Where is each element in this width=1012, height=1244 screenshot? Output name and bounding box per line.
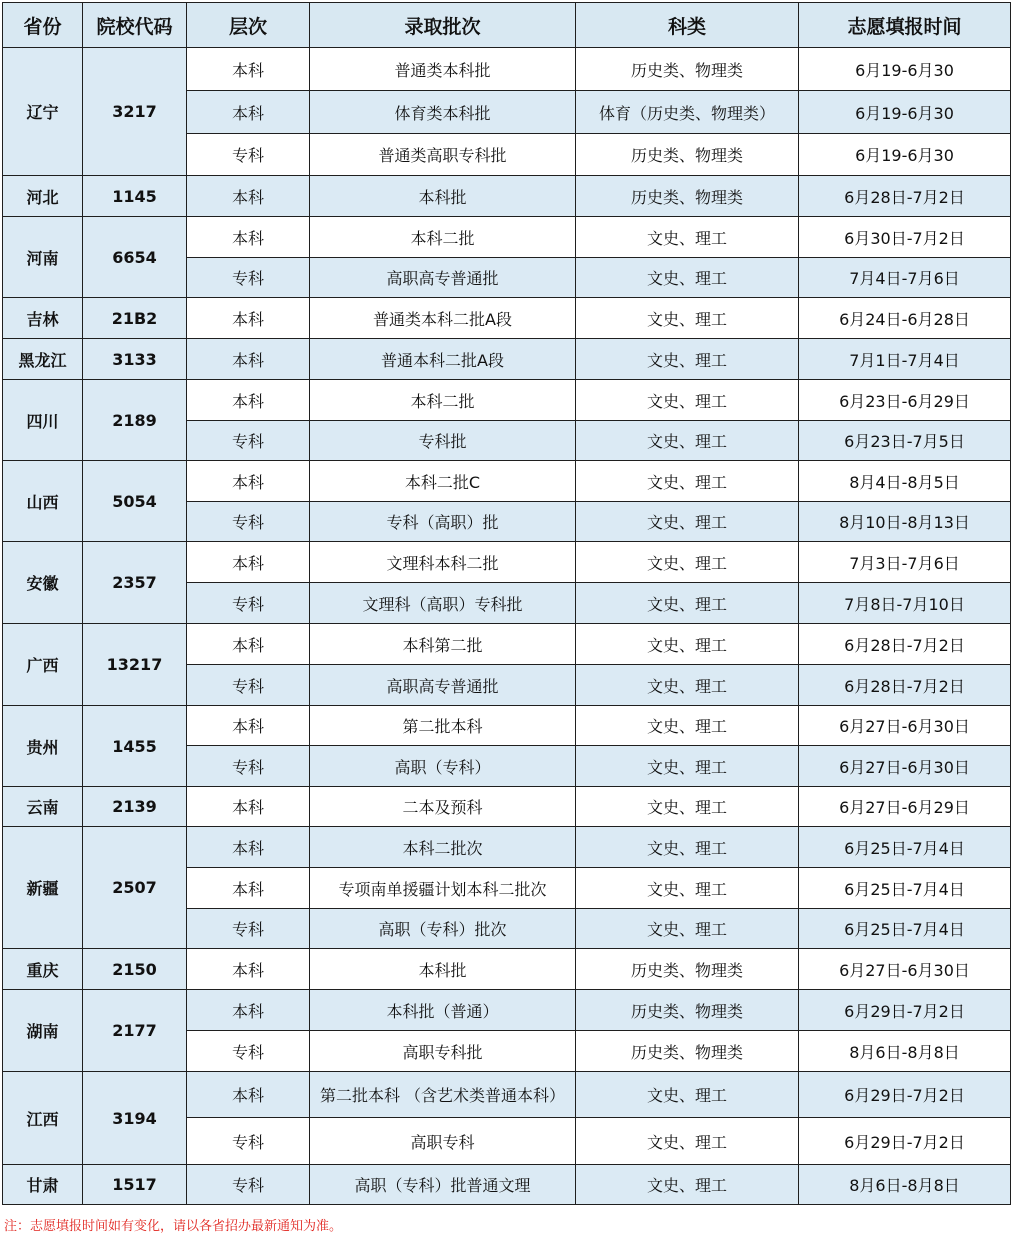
header-row: [3, 3, 1011, 48]
level-cell: 本科: [187, 787, 310, 827]
category-cell: 文史、理工: [576, 787, 799, 827]
level-cell: 专科: [187, 502, 310, 542]
level-cell: 本科: [187, 91, 310, 134]
batch-cell: 体育类本科批: [310, 91, 576, 134]
category-cell: 文史、理工: [576, 502, 799, 542]
school-code-cell: 1517: [83, 1165, 187, 1205]
batch-cell: 文理科本科二批: [310, 542, 576, 583]
table-body: [3, 48, 1011, 1205]
batch-cell: 文理科（高职）专科批: [310, 583, 576, 624]
fill-time-cell: 6月27日-6月30日: [799, 746, 1011, 787]
batch-cell: 普通本科二批A段: [310, 339, 576, 380]
fill-time-cell: 7月4日-7月6日: [799, 258, 1011, 298]
table-row: [3, 827, 1011, 868]
table-row: [3, 624, 1011, 665]
fill-time-cell: 8月10日-8月13日: [799, 502, 1011, 542]
batch-cell: 高职高专普通批: [310, 258, 576, 298]
table-row: [3, 787, 1011, 827]
category-cell: 文史、理工: [576, 542, 799, 583]
level-cell: 专科: [187, 421, 310, 461]
table-row: [3, 706, 1011, 746]
category-cell: 历史类、物理类: [576, 48, 799, 91]
fill-time-cell: 6月28日-7月2日: [799, 624, 1011, 665]
fill-time-cell: 7月3日-7月6日: [799, 542, 1011, 583]
fill-time-cell: 6月19-6月30: [799, 91, 1011, 134]
category-cell: 文史、理工: [576, 827, 799, 868]
fill-time-cell: 6月27日-6月29日: [799, 787, 1011, 827]
category-cell: 历史类、物理类: [576, 176, 799, 217]
category-cell: 体育（历史类、物理类）: [576, 91, 799, 134]
batch-cell: 本科二批: [310, 380, 576, 421]
fill-time-cell: 8月6日-8月8日: [799, 1165, 1011, 1205]
fill-time-cell: 6月28日-7月2日: [799, 665, 1011, 706]
level-cell: 本科: [187, 990, 310, 1031]
province-cell: 安徽: [3, 542, 83, 624]
province-cell: 新疆: [3, 827, 83, 949]
level-cell: 本科: [187, 624, 310, 665]
category-cell: 文史、理工: [576, 583, 799, 624]
header-batch: 录取批次: [310, 3, 576, 48]
batch-cell: 第二批本科 （含艺术类普通本科）: [310, 1072, 576, 1118]
fill-time-cell: 7月1日-7月4日: [799, 339, 1011, 380]
fill-time-cell: 6月19-6月30: [799, 134, 1011, 176]
school-code-cell: 2189: [83, 380, 187, 461]
school-code-cell: 2139: [83, 787, 187, 827]
category-cell: 文史、理工: [576, 258, 799, 298]
table-row: [3, 990, 1011, 1031]
fill-time-cell: 6月19-6月30: [799, 48, 1011, 91]
table-row: [3, 48, 1011, 91]
category-cell: 文史、理工: [576, 1118, 799, 1165]
province-cell: 贵州: [3, 706, 83, 787]
category-cell: 文史、理工: [576, 665, 799, 706]
province-cell: 四川: [3, 380, 83, 461]
batch-cell: 专项南单援疆计划本科二批次: [310, 868, 576, 909]
batch-cell: 本科二批次: [310, 827, 576, 868]
category-cell: 文史、理工: [576, 868, 799, 909]
batch-cell: 本科二批C: [310, 461, 576, 502]
category-cell: 文史、理工: [576, 380, 799, 421]
header-fill-time: 志愿填报时间: [799, 3, 1011, 48]
header-category: 科类: [576, 3, 799, 48]
level-cell: 专科: [187, 134, 310, 176]
batch-cell: 本科第二批: [310, 624, 576, 665]
fill-time-cell: 6月29日-7月2日: [799, 990, 1011, 1031]
level-cell: 本科: [187, 827, 310, 868]
fill-time-cell: 6月28日-7月2日: [799, 176, 1011, 217]
province-cell: 河北: [3, 176, 83, 217]
province-cell: 山西: [3, 461, 83, 542]
level-cell: 专科: [187, 1031, 310, 1072]
level-cell: 专科: [187, 258, 310, 298]
fill-time-cell: 6月25日-7月4日: [799, 909, 1011, 949]
school-code-cell: 1455: [83, 706, 187, 787]
level-cell: 专科: [187, 746, 310, 787]
table-row: [3, 1165, 1011, 1205]
category-cell: 文史、理工: [576, 461, 799, 502]
table-row: [3, 1072, 1011, 1118]
batch-cell: 专科批: [310, 421, 576, 461]
category-cell: 历史类、物理类: [576, 990, 799, 1031]
batch-cell: 本科批（普通）: [310, 990, 576, 1031]
batch-cell: 专科（高职）批: [310, 502, 576, 542]
level-cell: 本科: [187, 949, 310, 990]
school-code-cell: 2177: [83, 990, 187, 1072]
category-cell: 文史、理工: [576, 1165, 799, 1205]
batch-cell: 本科批: [310, 176, 576, 217]
province-cell: 辽宁: [3, 48, 83, 176]
school-code-cell: 2507: [83, 827, 187, 949]
school-code-cell: 13217: [83, 624, 187, 706]
province-cell: 黑龙江: [3, 339, 83, 380]
level-cell: 本科: [187, 217, 310, 258]
level-cell: 本科: [187, 48, 310, 91]
level-cell: 专科: [187, 909, 310, 949]
batch-cell: 高职专科批: [310, 1031, 576, 1072]
category-cell: 历史类、物理类: [576, 1031, 799, 1072]
category-cell: 文史、理工: [576, 746, 799, 787]
school-code-cell: 3133: [83, 339, 187, 380]
batch-cell: 高职（专科）: [310, 746, 576, 787]
batch-cell: 第二批本科: [310, 706, 576, 746]
table-row: [3, 339, 1011, 380]
fill-time-cell: 8月6日-8月8日: [799, 1031, 1011, 1072]
batch-cell: 本科二批: [310, 217, 576, 258]
fill-time-cell: 6月23日-7月5日: [799, 421, 1011, 461]
batch-cell: 普通类本科二批A段: [310, 298, 576, 339]
category-cell: 文史、理工: [576, 706, 799, 746]
table-row: [3, 176, 1011, 217]
batch-cell: 二本及预科: [310, 787, 576, 827]
table-row: [3, 461, 1011, 502]
fill-time-cell: 6月27日-6月30日: [799, 949, 1011, 990]
batch-cell: 普通类高职专科批: [310, 134, 576, 176]
batch-cell: 高职高专普通批: [310, 665, 576, 706]
level-cell: 本科: [187, 298, 310, 339]
province-cell: 河南: [3, 217, 83, 298]
level-cell: 本科: [187, 868, 310, 909]
province-cell: 吉林: [3, 298, 83, 339]
level-cell: 专科: [187, 1118, 310, 1165]
school-code-cell: 3194: [83, 1072, 187, 1165]
table-row: [3, 298, 1011, 339]
school-code-cell: 1145: [83, 176, 187, 217]
level-cell: 本科: [187, 380, 310, 421]
category-cell: 历史类、物理类: [576, 134, 799, 176]
level-cell: 本科: [187, 339, 310, 380]
province-cell: 重庆: [3, 949, 83, 990]
level-cell: 本科: [187, 1072, 310, 1118]
province-cell: 云南: [3, 787, 83, 827]
level-cell: 本科: [187, 461, 310, 502]
header-school-code: 院校代码: [83, 3, 187, 48]
fill-time-cell: 6月23日-6月29日: [799, 380, 1011, 421]
fill-time-cell: 6月25日-7月4日: [799, 868, 1011, 909]
batch-cell: 本科批: [310, 949, 576, 990]
level-cell: 专科: [187, 665, 310, 706]
fill-time-cell: 6月24日-6月28日: [799, 298, 1011, 339]
batch-cell: 高职（专科）批普通文理: [310, 1165, 576, 1205]
batch-cell: 高职专科: [310, 1118, 576, 1165]
category-cell: 文史、理工: [576, 624, 799, 665]
level-cell: 本科: [187, 706, 310, 746]
level-cell: 本科: [187, 542, 310, 583]
category-cell: 文史、理工: [576, 1072, 799, 1118]
table-row: [3, 949, 1011, 990]
category-cell: 文史、理工: [576, 217, 799, 258]
category-cell: 文史、理工: [576, 339, 799, 380]
category-cell: 历史类、物理类: [576, 949, 799, 990]
fill-time-cell: 6月29日-7月2日: [799, 1072, 1011, 1118]
school-code-cell: 21B2: [83, 298, 187, 339]
category-cell: 文史、理工: [576, 298, 799, 339]
table-row: [3, 542, 1011, 583]
level-cell: 专科: [187, 1165, 310, 1205]
province-cell: 甘肃: [3, 1165, 83, 1205]
category-cell: 文史、理工: [576, 909, 799, 949]
school-code-cell: 2150: [83, 949, 187, 990]
header-level: 层次: [187, 3, 310, 48]
province-cell: 湖南: [3, 990, 83, 1072]
school-code-cell: 6654: [83, 217, 187, 298]
school-code-cell: 5054: [83, 461, 187, 542]
fill-time-cell: 6月29日-7月2日: [799, 1118, 1011, 1165]
header-province: 省份: [3, 3, 83, 48]
category-cell: 文史、理工: [576, 421, 799, 461]
footnote: 注：志愿填报时间如有变化，请以各省招办最新通知为准。: [4, 1219, 343, 1234]
fill-time-cell: 7月8日-7月10日: [799, 583, 1011, 624]
batch-cell: 普通类本科批: [310, 48, 576, 91]
school-code-cell: 3217: [83, 48, 187, 176]
fill-time-cell: 6月30日-7月2日: [799, 217, 1011, 258]
admission-schedule-table: [2, 2, 1011, 1205]
level-cell: 专科: [187, 583, 310, 624]
fill-time-cell: 6月27日-6月30日: [799, 706, 1011, 746]
table-row: [3, 380, 1011, 421]
fill-time-cell: 8月4日-8月5日: [799, 461, 1011, 502]
level-cell: 本科: [187, 176, 310, 217]
fill-time-cell: 6月25日-7月4日: [799, 827, 1011, 868]
batch-cell: 高职（专科）批次: [310, 909, 576, 949]
province-cell: 江西: [3, 1072, 83, 1165]
table-row: [3, 217, 1011, 258]
province-cell: 广西: [3, 624, 83, 706]
school-code-cell: 2357: [83, 542, 187, 624]
